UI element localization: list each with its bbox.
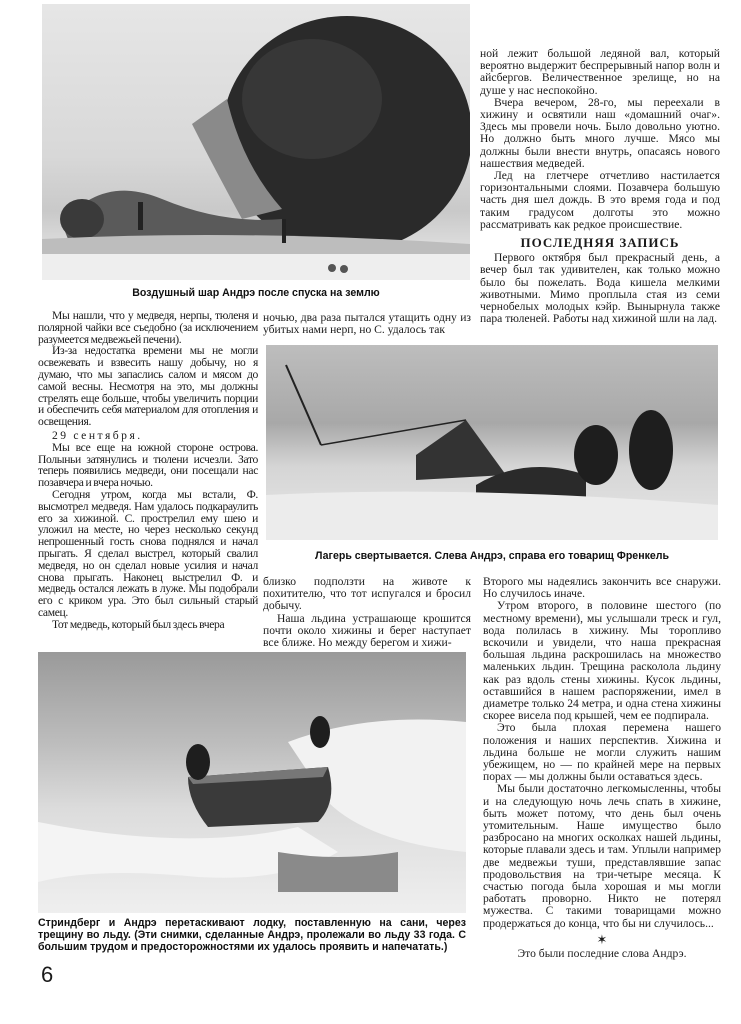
paragraph: Утром второго, в половине шестого (по местному времени), мы услышали треск и гул, вода полилась в хижину. Мы торопливо вскочили и увидели, что наша прекрасная большая льдина раскрошилась на множество маленьких льдин. Трещина расколола льдину как раз вдоль стены хижины. Кусок льдины, оставшийся в нашем распоряжении, имел в диаметре только 24 метра, и одна стена хижины скорее висела под крышей, чем ее подпирала. — [483, 599, 721, 723]
balloon-photo — [42, 4, 470, 280]
right-bottom-column — [483, 576, 721, 960]
paragraph: Наша льдина устрашающе крошится почти около хижины и берег наступает все ближе. Но между берегом и хижи- — [263, 611, 471, 650]
camp-photo — [266, 345, 718, 540]
middle-top-text — [263, 312, 471, 336]
paragraph: ночью, два раза пытался утащить одну из убитых нами нерп, но С. удалось так — [263, 311, 471, 337]
boat-photo — [38, 652, 466, 913]
paragraph: близко подползти на животе к похитителю, что тот испугался и бросил добычу. — [263, 575, 471, 613]
paragraph: Из-за недостатка времени мы не могли освежевать и взвесить нашу добычу, но я думаю, что мы запаслись салом и мясом до самой весны. Несмотря на это, мы должны стрелять еще больше, чтобы увеличить порции и обеспечить себя материалом для отопления и освещения. — [38, 344, 258, 429]
paragraph: Мы все еще на южной стороне острова. Полыньи затянулись и тюлени исчезли. Зато теперь появились медведи, они посещали нас позавчера и вчера ночью. — [38, 440, 258, 490]
paragraph: Тот медведь, который был здесь вчера — [52, 617, 225, 631]
paragraph: Первого октября был прекрасный день, а вечер был так удивителен, как только можно было бы пожелать. Вода кишела мелкими животными. Мимо проплыла стая из семи чернобелых молодых кэйр. Вынырнула также пара тюленей. Работы над хижиной шли на лад. — [480, 251, 720, 326]
paragraph: Второго мы надеялись закончить все снаружи. Но случилось иначе. — [483, 575, 721, 601]
middle-bottom-column — [263, 576, 471, 649]
paragraph: Сегодня утром, когда мы встали, Ф. высмотрел медведя. Нам удалось подкараулить его за хижиной. С. прострелил ему шею и уложил на месте, но через несколько секунд непрошенный гость снова поднялся и начал прыгать. Я сделал выстрел, который свалил медведя, но он сделал новые усилия и начал снова прыгать. Наконец выстрелил Ф. и медведь остался лежать в луже. Мы подобрали его с криком ура. Это был сильный старый самец. — [38, 487, 258, 619]
paragraph: Это была плохая перемена нашего положения и наших перспектив. Хижина и льдина больше не могли служить нашим убежищем, но — по крайней мере на первых порах — мы должны были оставаться здесь. — [483, 721, 721, 784]
paragraph: ной лежит большой ледяной вал, который вероятно выдержит беспрерывный напор волн и айсбергов. Величественное зрелище, но на душе у нас неспокойно. — [480, 47, 720, 97]
star-separator-icon: ✶ — [596, 931, 608, 947]
paragraph: Вчера вечером, 28-го, мы переехали в хижину и освятили наш «домашний очаг». Здесь мы провели ночь. Было довольно уютно. Но должно быть много лучше. Мясо мы должны были внести внутрь, опасаясь нового нашествия медведей. — [480, 95, 720, 170]
left-column — [38, 310, 258, 631]
diary-date: 29 сентября. — [52, 428, 143, 442]
page-number: 6 — [41, 962, 54, 987]
closing-line: Это были последние слова Андрэ. — [517, 947, 687, 961]
paragraph: Мы нашли, что у медведя, нерпы, тюленя и полярной чайки все съедобно (за исключением разумеется медвежьей печени). — [38, 309, 258, 346]
balloon-photo-caption: Воздушный шар Андрэ после спуска на землю — [132, 287, 380, 299]
paragraph: Лед на глетчере отчетливо настилается горизонтальными слоями. Позавчера большую часть дня шел дождь. В это время года и под таким градусом долготы это можно рассматривать как редкое происшествие. — [480, 169, 720, 231]
camp-photo-caption: Лагерь свертывается. Слева Андрэ, справа его товарищ Френкель — [314, 550, 670, 562]
boat-photo-caption: Стриндберг и Андрэ перетаскивают лодку, поставленную на сани, через трещину во льду. (Эти снимки, сделанные Андрэ, пролежали во льду 33 года. С большим трудом и предосторожностями их удалось проявить и напечатать.) — [38, 917, 466, 953]
paragraph: Мы были достаточно легкомысленны, чтобы и на следующую ночь лечь спать в хижине, быть может потому, что день был очень утомительным. Наше имущество было разбросано на многих осколках нашей льдины, которые плавали здесь и там. Уплыли например две медвежьи туши, представлявшие запас продовольствия на три-четыре месяца. К счастью погода была хорошая и мы могли работать проворно. Никто не потерял мужества. С такими товарищами можно продержаться до конца, что бы ни случилось... — [483, 782, 721, 930]
section-heading: ПОСЛЕДНЯЯ ЗАПИСЬ — [520, 235, 680, 251]
right-top-column — [480, 48, 720, 325]
